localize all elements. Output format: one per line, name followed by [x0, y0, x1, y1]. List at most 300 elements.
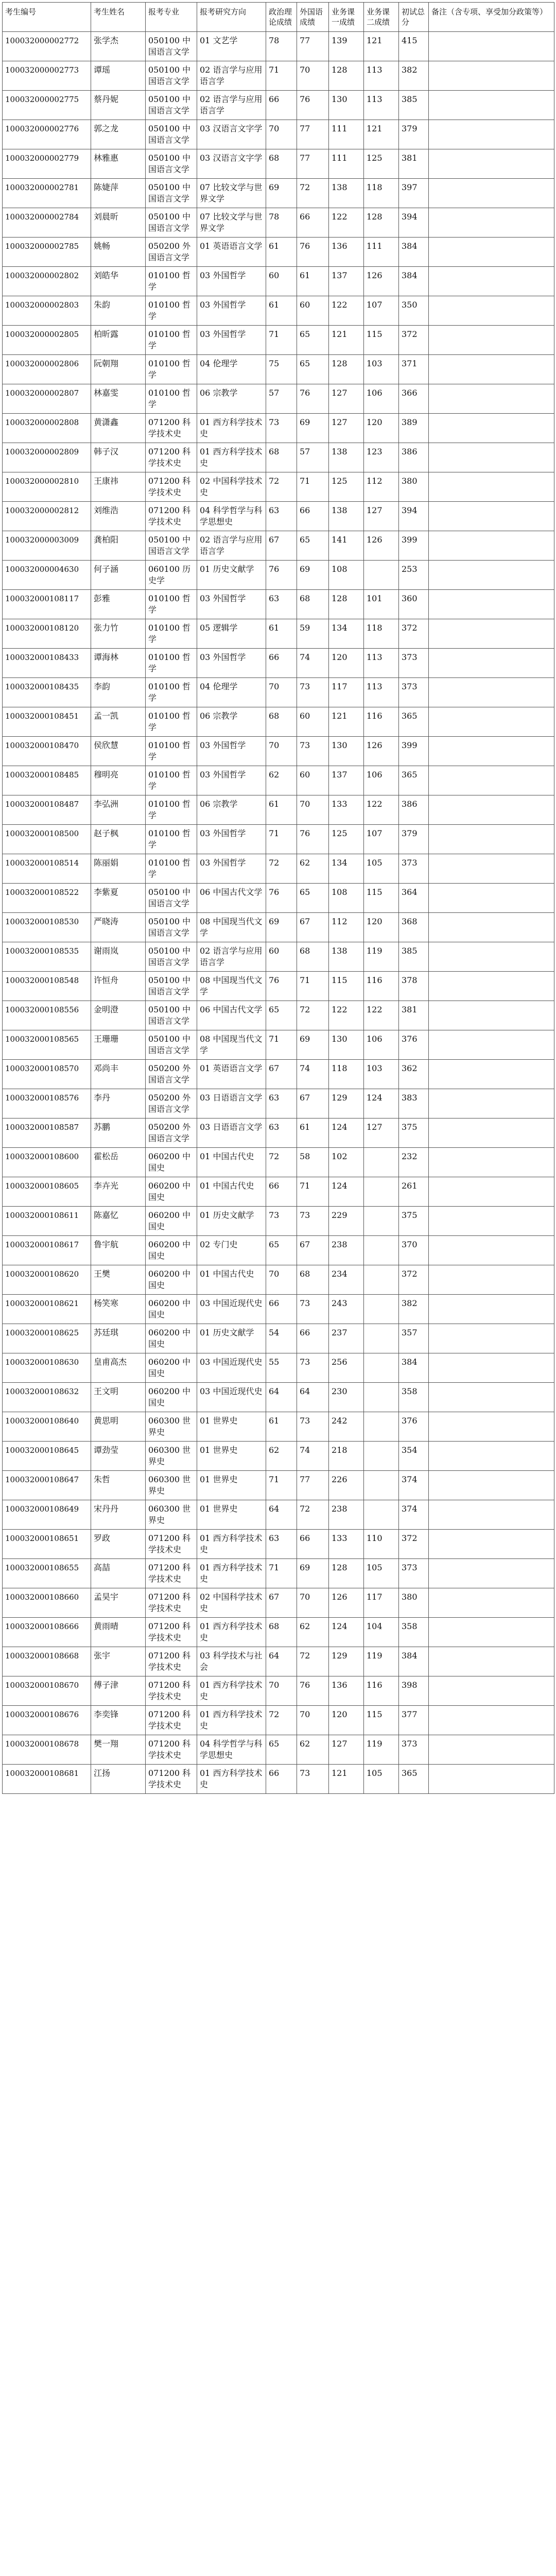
- research-direction-cell: 03 外国哲学: [197, 267, 266, 296]
- total-score-cell: 358: [399, 1618, 429, 1647]
- major-cell: 071200 科学技术史: [146, 1647, 197, 1676]
- politics-score-cell: 68: [266, 443, 297, 472]
- remarks-cell: [429, 590, 554, 619]
- course1-score-cell: 137: [329, 267, 364, 296]
- candidate-id-cell: 100032000002812: [3, 502, 91, 531]
- course2-score-cell: 118: [364, 619, 399, 649]
- candidate-id-cell: 100032000108576: [3, 1089, 91, 1118]
- course1-score-cell: 128: [329, 61, 364, 91]
- total-score-cell: 385: [399, 91, 429, 120]
- table-row: [3, 707, 554, 737]
- total-score-cell: 373: [399, 649, 429, 678]
- candidate-id-cell: 100032000108587: [3, 1118, 91, 1148]
- candidate-id-cell: 100032000108678: [3, 1735, 91, 1765]
- candidate-name-cell: 王樊: [91, 1265, 146, 1295]
- candidate-id-cell: 100032000004630: [3, 561, 91, 590]
- total-score-cell: 370: [399, 1236, 429, 1265]
- candidate-id-cell: 100032000108640: [3, 1412, 91, 1442]
- table-row: [3, 326, 554, 355]
- foreign-language-score-cell: 60: [297, 296, 329, 326]
- candidate-name-cell: 李卉光: [91, 1177, 146, 1207]
- table-row: [3, 472, 554, 502]
- course2-score-cell: 106: [364, 766, 399, 795]
- remarks-cell: [429, 443, 554, 472]
- foreign-language-score-cell: 65: [297, 884, 329, 913]
- candidate-id-cell: 100032000108617: [3, 1236, 91, 1265]
- foreign-language-score-cell: 70: [297, 1588, 329, 1618]
- course1-score-cell: 128: [329, 590, 364, 619]
- total-score-cell: 373: [399, 854, 429, 884]
- course2-score-cell: [364, 1412, 399, 1442]
- foreign-language-score-cell: 72: [297, 1001, 329, 1030]
- candidate-id-cell: 100032000108651: [3, 1530, 91, 1559]
- course1-score-cell: 141: [329, 531, 364, 561]
- remarks-cell: [429, 1559, 554, 1588]
- foreign-language-score-cell: 62: [297, 1618, 329, 1647]
- politics-score-cell: 65: [266, 1735, 297, 1765]
- candidate-name-cell: 陈婕萍: [91, 179, 146, 208]
- course2-score-cell: 110: [364, 1530, 399, 1559]
- remarks-cell: [429, 1412, 554, 1442]
- research-direction-cell: 02 语言学与应用语言学: [197, 531, 266, 561]
- major-cell: 050100 中国语言文学: [146, 942, 197, 972]
- research-direction-cell: 04 伦理学: [197, 355, 266, 384]
- candidate-id-cell: 100032000002810: [3, 472, 91, 502]
- politics-score-cell: 71: [266, 1030, 297, 1060]
- total-score-cell: 382: [399, 1295, 429, 1324]
- research-direction-cell: 08 中国现当代文学: [197, 1030, 266, 1060]
- major-cell: 010100 哲学: [146, 795, 197, 825]
- total-score-cell: 365: [399, 1765, 429, 1794]
- course1-score-cell: 130: [329, 1030, 364, 1060]
- total-score-cell: 381: [399, 1001, 429, 1030]
- total-score-cell: 365: [399, 707, 429, 737]
- politics-score-cell: 60: [266, 942, 297, 972]
- table-row: [3, 179, 554, 208]
- course1-score-cell: 129: [329, 1647, 364, 1676]
- course2-score-cell: 123: [364, 443, 399, 472]
- course2-score-cell: 116: [364, 707, 399, 737]
- candidate-id-cell: 100032000108620: [3, 1265, 91, 1295]
- remarks-cell: [429, 913, 554, 942]
- table-row: [3, 1676, 554, 1706]
- course1-score-cell: 130: [329, 91, 364, 120]
- research-direction-cell: 03 汉语言文字学: [197, 120, 266, 149]
- table-row: [3, 1265, 554, 1295]
- remarks-cell: [429, 1442, 554, 1471]
- candidate-name-cell: 王康祎: [91, 472, 146, 502]
- research-direction-cell: 01 西方科学技术史: [197, 1676, 266, 1706]
- remarks-cell: [429, 1060, 554, 1089]
- remarks-cell: [429, 1089, 554, 1118]
- course1-score-cell: 117: [329, 678, 364, 707]
- course1-score-cell: 128: [329, 1559, 364, 1588]
- remarks-cell: [429, 678, 554, 707]
- remarks-cell: [429, 1207, 554, 1236]
- research-direction-cell: 03 科学技术与社会: [197, 1647, 266, 1676]
- course1-score-cell: 124: [329, 1118, 364, 1148]
- major-cell: 060100 历史学: [146, 561, 197, 590]
- major-cell: 010100 哲学: [146, 766, 197, 795]
- table-row: [3, 737, 554, 766]
- politics-score-cell: 57: [266, 384, 297, 414]
- candidate-id-cell: 100032000108645: [3, 1442, 91, 1471]
- total-score-cell: 375: [399, 1118, 429, 1148]
- candidate-name-cell: 李弘洲: [91, 795, 146, 825]
- research-direction-cell: 08 中国现当代文学: [197, 972, 266, 1001]
- table-row: [3, 61, 554, 91]
- course2-score-cell: [364, 1177, 399, 1207]
- table-row: [3, 678, 554, 707]
- candidate-name-cell: 孟一凯: [91, 707, 146, 737]
- foreign-language-score-cell: 67: [297, 1236, 329, 1265]
- total-score-cell: 382: [399, 61, 429, 91]
- candidate-id-cell: 100032000002776: [3, 120, 91, 149]
- total-score-cell: 381: [399, 149, 429, 179]
- course2-score-cell: 107: [364, 825, 399, 854]
- candidate-name-cell: 孟昊宇: [91, 1588, 146, 1618]
- major-cell: 071200 科学技术史: [146, 1588, 197, 1618]
- major-cell: 010100 哲学: [146, 267, 197, 296]
- remarks-cell: [429, 942, 554, 972]
- total-score-cell: 365: [399, 766, 429, 795]
- research-direction-cell: 01 历史文献学: [197, 1207, 266, 1236]
- foreign-language-score-cell: 62: [297, 1735, 329, 1765]
- candidate-name-cell: 刘皓华: [91, 267, 146, 296]
- politics-score-cell: 72: [266, 1148, 297, 1177]
- candidate-name-cell: 朱韵: [91, 296, 146, 326]
- course2-score-cell: 111: [364, 238, 399, 267]
- research-direction-cell: 07 比较文学与世界文学: [197, 179, 266, 208]
- candidate-id-cell: 100032000108556: [3, 1001, 91, 1030]
- candidate-id-cell: 100032000108565: [3, 1030, 91, 1060]
- major-cell: 071200 科学技术史: [146, 1676, 197, 1706]
- table-row: [3, 208, 554, 238]
- major-cell: 071200 科学技术史: [146, 1706, 197, 1735]
- research-direction-cell: 01 西方科学技术史: [197, 1706, 266, 1735]
- research-direction-cell: 01 西方科学技术史: [197, 1765, 266, 1794]
- table-row: [3, 1236, 554, 1265]
- major-cell: 010100 哲学: [146, 649, 197, 678]
- total-score-cell: 358: [399, 1383, 429, 1412]
- candidate-name-cell: 李丹: [91, 1089, 146, 1118]
- table-row: [3, 1765, 554, 1794]
- politics-score-cell: 76: [266, 561, 297, 590]
- course2-score-cell: 113: [364, 678, 399, 707]
- research-direction-cell: 01 世界史: [197, 1500, 266, 1530]
- course2-score-cell: 115: [364, 884, 399, 913]
- foreign-language-score-cell: 65: [297, 326, 329, 355]
- candidate-id-cell: 100032000108611: [3, 1207, 91, 1236]
- remarks-cell: [429, 61, 554, 91]
- research-direction-cell: 03 外国哲学: [197, 825, 266, 854]
- foreign-language-score-cell: 66: [297, 1530, 329, 1559]
- remarks-cell: [429, 238, 554, 267]
- candidate-name-cell: 张力竹: [91, 619, 146, 649]
- candidate-name-cell: 苏鹏: [91, 1118, 146, 1148]
- course1-score-cell: 122: [329, 1001, 364, 1030]
- course2-score-cell: [364, 561, 399, 590]
- course1-score-cell: 229: [329, 1207, 364, 1236]
- politics-score-cell: 61: [266, 1412, 297, 1442]
- candidate-name-cell: 严晓涛: [91, 913, 146, 942]
- candidate-name-cell: 张学杰: [91, 32, 146, 61]
- major-cell: 060200 中国史: [146, 1383, 197, 1412]
- candidate-name-cell: 谭海林: [91, 649, 146, 678]
- course2-score-cell: 121: [364, 32, 399, 61]
- table-row: [3, 355, 554, 384]
- candidate-id-cell: 100032000002785: [3, 238, 91, 267]
- course1-score-cell: 122: [329, 208, 364, 238]
- foreign-language-score-cell: 68: [297, 1265, 329, 1295]
- candidate-id-cell: 100032000108649: [3, 1500, 91, 1530]
- research-direction-cell: 01 中国古代史: [197, 1177, 266, 1207]
- total-score-cell: 372: [399, 1265, 429, 1295]
- candidate-name-cell: 朱哲: [91, 1471, 146, 1500]
- course2-score-cell: 106: [364, 1030, 399, 1060]
- course2-score-cell: [364, 1295, 399, 1324]
- politics-score-cell: 68: [266, 707, 297, 737]
- table-row: [3, 913, 554, 942]
- remarks-cell: [429, 1706, 554, 1735]
- candidate-id-cell: 100032000002784: [3, 208, 91, 238]
- course2-score-cell: 119: [364, 942, 399, 972]
- major-cell: 060200 中国史: [146, 1324, 197, 1353]
- candidate-name-cell: 何子涵: [91, 561, 146, 590]
- total-score-cell: 372: [399, 619, 429, 649]
- total-score-cell: 362: [399, 1060, 429, 1089]
- remarks-cell: [429, 531, 554, 561]
- politics-score-cell: 72: [266, 472, 297, 502]
- remarks-cell: [429, 149, 554, 179]
- foreign-language-score-cell: 66: [297, 1324, 329, 1353]
- remarks-cell: [429, 1324, 554, 1353]
- major-cell: 071200 科学技术史: [146, 1530, 197, 1559]
- foreign-language-score-cell: 59: [297, 619, 329, 649]
- course1-score-cell: 133: [329, 795, 364, 825]
- table-row: [3, 590, 554, 619]
- candidate-name-cell: 赵子枫: [91, 825, 146, 854]
- foreign-language-score-cell: 68: [297, 942, 329, 972]
- remarks-cell: [429, 179, 554, 208]
- column-header: 备注（含专项、享受加分政策等）: [429, 3, 554, 32]
- foreign-language-score-cell: 71: [297, 472, 329, 502]
- remarks-cell: [429, 120, 554, 149]
- table-row: [3, 561, 554, 590]
- candidate-id-cell: 100032000108630: [3, 1353, 91, 1383]
- politics-score-cell: 66: [266, 1765, 297, 1794]
- major-cell: 050100 中国语言文学: [146, 913, 197, 942]
- major-cell: 071200 科学技术史: [146, 1765, 197, 1794]
- candidate-id-cell: 100032000108470: [3, 737, 91, 766]
- course2-score-cell: [364, 1471, 399, 1500]
- remarks-cell: [429, 1383, 554, 1412]
- research-direction-cell: 03 外国哲学: [197, 296, 266, 326]
- major-cell: 050200 外国语言文学: [146, 1089, 197, 1118]
- total-score-cell: 385: [399, 942, 429, 972]
- course1-score-cell: 256: [329, 1353, 364, 1383]
- politics-score-cell: 76: [266, 972, 297, 1001]
- foreign-language-score-cell: 66: [297, 502, 329, 531]
- course1-score-cell: 120: [329, 649, 364, 678]
- total-score-cell: 253: [399, 561, 429, 590]
- politics-score-cell: 71: [266, 1559, 297, 1588]
- research-direction-cell: 02 中国科学技术史: [197, 1588, 266, 1618]
- table-row: [3, 1500, 554, 1530]
- course1-score-cell: 238: [329, 1500, 364, 1530]
- candidate-id-cell: 100032000002805: [3, 326, 91, 355]
- course2-score-cell: 105: [364, 1765, 399, 1794]
- politics-score-cell: 63: [266, 502, 297, 531]
- table-row: [3, 884, 554, 913]
- remarks-cell: [429, 649, 554, 678]
- research-direction-cell: 01 中国古代史: [197, 1148, 266, 1177]
- foreign-language-score-cell: 77: [297, 149, 329, 179]
- course2-score-cell: 121: [364, 120, 399, 149]
- candidate-id-cell: 100032000002807: [3, 384, 91, 414]
- remarks-cell: [429, 795, 554, 825]
- research-direction-cell: 05 逻辑学: [197, 619, 266, 649]
- major-cell: 060200 中国史: [146, 1148, 197, 1177]
- course2-score-cell: 103: [364, 355, 399, 384]
- politics-score-cell: 65: [266, 1001, 297, 1030]
- total-score-cell: 384: [399, 1647, 429, 1676]
- total-score-cell: 377: [399, 1706, 429, 1735]
- course1-score-cell: 127: [329, 384, 364, 414]
- research-direction-cell: 03 日语语言文学: [197, 1118, 266, 1148]
- total-score-cell: 372: [399, 1530, 429, 1559]
- remarks-cell: [429, 502, 554, 531]
- candidate-name-cell: 李韵: [91, 678, 146, 707]
- politics-score-cell: 64: [266, 1647, 297, 1676]
- research-direction-cell: 03 外国哲学: [197, 766, 266, 795]
- major-cell: 060200 中国史: [146, 1177, 197, 1207]
- research-direction-cell: 04 科学哲学与科学思想史: [197, 502, 266, 531]
- foreign-language-score-cell: 74: [297, 649, 329, 678]
- total-score-cell: 350: [399, 296, 429, 326]
- remarks-cell: [429, 737, 554, 766]
- major-cell: 071200 科学技术史: [146, 472, 197, 502]
- candidate-id-cell: 100032000108485: [3, 766, 91, 795]
- total-score-cell: 376: [399, 1412, 429, 1442]
- remarks-cell: [429, 825, 554, 854]
- course2-score-cell: 116: [364, 1676, 399, 1706]
- foreign-language-score-cell: 65: [297, 531, 329, 561]
- candidate-id-cell: 100032000108625: [3, 1324, 91, 1353]
- remarks-cell: [429, 854, 554, 884]
- major-cell: 050200 外国语言文学: [146, 1060, 197, 1089]
- research-direction-cell: 01 西方科学技术史: [197, 414, 266, 443]
- course2-score-cell: 104: [364, 1618, 399, 1647]
- candidate-name-cell: 樊一翔: [91, 1735, 146, 1765]
- column-header: 业务课一成绩: [329, 3, 364, 32]
- course1-score-cell: 122: [329, 296, 364, 326]
- major-cell: 050100 中国语言文学: [146, 149, 197, 179]
- research-direction-cell: 04 科学哲学与科学思想史: [197, 1735, 266, 1765]
- table-row: [3, 32, 554, 61]
- foreign-language-score-cell: 72: [297, 1647, 329, 1676]
- foreign-language-score-cell: 64: [297, 1383, 329, 1412]
- candidate-name-cell: 黄思明: [91, 1412, 146, 1442]
- total-score-cell: 232: [399, 1148, 429, 1177]
- remarks-cell: [429, 32, 554, 61]
- course2-score-cell: 106: [364, 384, 399, 414]
- course1-score-cell: 138: [329, 179, 364, 208]
- politics-score-cell: 70: [266, 1676, 297, 1706]
- major-cell: 050200 外国语言文学: [146, 238, 197, 267]
- major-cell: 010100 哲学: [146, 619, 197, 649]
- course1-score-cell: 127: [329, 1735, 364, 1765]
- course2-score-cell: 122: [364, 795, 399, 825]
- course2-score-cell: 127: [364, 1118, 399, 1148]
- foreign-language-score-cell: 73: [297, 678, 329, 707]
- total-score-cell: 354: [399, 1442, 429, 1471]
- total-score-cell: 397: [399, 179, 429, 208]
- candidate-id-cell: 100032000108670: [3, 1676, 91, 1706]
- politics-score-cell: 62: [266, 766, 297, 795]
- course2-score-cell: 120: [364, 913, 399, 942]
- course2-score-cell: 126: [364, 531, 399, 561]
- foreign-language-score-cell: 67: [297, 1089, 329, 1118]
- candidate-name-cell: 陈嘉忆: [91, 1207, 146, 1236]
- table-row: [3, 766, 554, 795]
- table-row: [3, 795, 554, 825]
- total-score-cell: 383: [399, 1089, 429, 1118]
- research-direction-cell: 04 伦理学: [197, 678, 266, 707]
- research-direction-cell: 03 中国近现代史: [197, 1383, 266, 1412]
- remarks-cell: [429, 1500, 554, 1530]
- candidate-id-cell: 100032000108681: [3, 1765, 91, 1794]
- foreign-language-score-cell: 66: [297, 208, 329, 238]
- politics-score-cell: 72: [266, 1706, 297, 1735]
- course1-score-cell: 125: [329, 825, 364, 854]
- major-cell: 060300 世界史: [146, 1500, 197, 1530]
- foreign-language-score-cell: 76: [297, 1676, 329, 1706]
- course1-score-cell: 112: [329, 913, 364, 942]
- major-cell: 060200 中国史: [146, 1295, 197, 1324]
- table-row: [3, 1383, 554, 1412]
- course1-score-cell: 139: [329, 32, 364, 61]
- candidate-name-cell: 苏廷琪: [91, 1324, 146, 1353]
- major-cell: 010100 哲学: [146, 326, 197, 355]
- header-row: [3, 3, 554, 32]
- table-row: [3, 1647, 554, 1676]
- research-direction-cell: 06 宗教学: [197, 795, 266, 825]
- candidate-name-cell: 韩子汉: [91, 443, 146, 472]
- research-direction-cell: 08 中国现当代文学: [197, 913, 266, 942]
- politics-score-cell: 70: [266, 737, 297, 766]
- research-direction-cell: 01 西方科学技术史: [197, 1559, 266, 1588]
- course2-score-cell: 101: [364, 590, 399, 619]
- remarks-cell: [429, 561, 554, 590]
- candidate-id-cell: 100032000002773: [3, 61, 91, 91]
- table-body: [3, 32, 554, 1794]
- candidate-id-cell: 100032000108522: [3, 884, 91, 913]
- candidate-id-cell: 100032000108570: [3, 1060, 91, 1089]
- foreign-language-score-cell: 74: [297, 1442, 329, 1471]
- remarks-cell: [429, 1177, 554, 1207]
- politics-score-cell: 64: [266, 1383, 297, 1412]
- major-cell: 060200 中国史: [146, 1207, 197, 1236]
- major-cell: 050100 中国语言文学: [146, 1030, 197, 1060]
- course2-score-cell: [364, 1500, 399, 1530]
- foreign-language-score-cell: 73: [297, 737, 329, 766]
- major-cell: 060200 中国史: [146, 1236, 197, 1265]
- politics-score-cell: 63: [266, 1530, 297, 1559]
- research-direction-cell: 02 中国科学技术史: [197, 472, 266, 502]
- course1-score-cell: 238: [329, 1236, 364, 1265]
- course1-score-cell: 128: [329, 355, 364, 384]
